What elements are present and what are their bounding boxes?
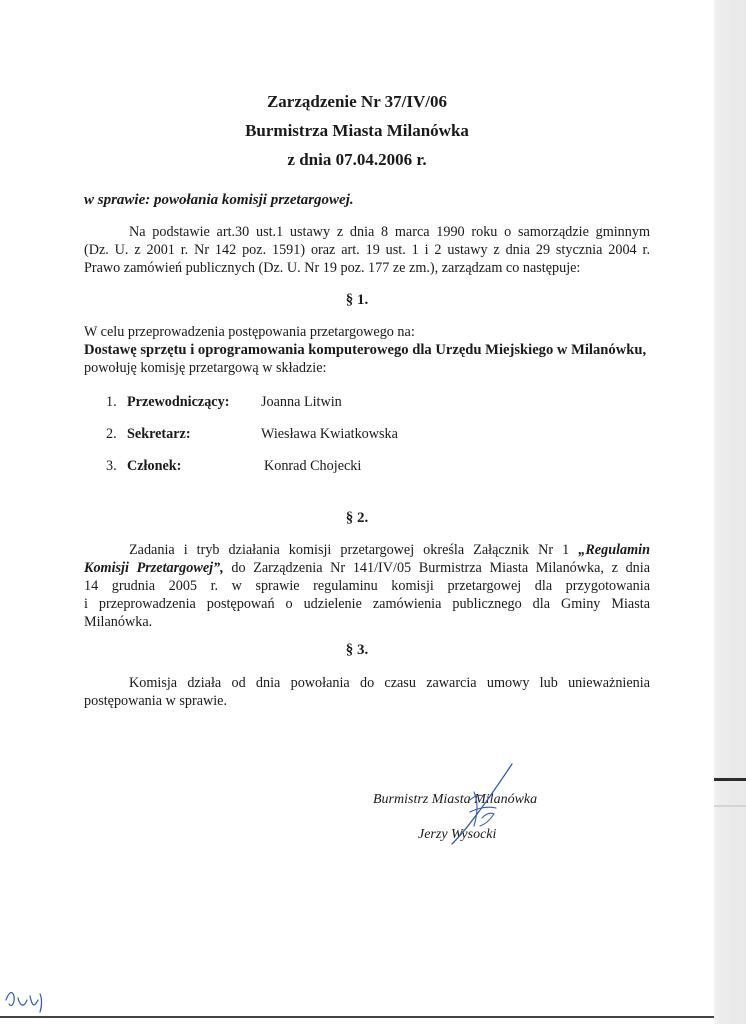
document-title: Zarządzenie Nr 37/IV/06	[266, 92, 448, 111]
member-number: 3.	[106, 458, 117, 474]
member-number: 1.	[106, 394, 117, 410]
member-name: Wiesława Kwiatkowska	[261, 426, 398, 442]
regulation-title-start: „Regulamin	[578, 542, 650, 558]
regulation-title-end: Komisji Przetargowej”,	[84, 560, 224, 576]
preamble-line-2: (Dz. U. z 2001 r. Nr 142 poz. 1591) oraz art. 19 ust. 1 i 2 ustawy z dnia 29 stycznia 2004 r.	[84, 242, 650, 258]
section-2-line-4: i przeprowadzenia postępowań o udzielenie zamówienia publicznego dla Gminy Miasta	[84, 596, 650, 612]
section-2-line-5: Milanówka.	[84, 614, 153, 630]
member-role: Przewodniczący:	[127, 394, 230, 410]
member-number: 2.	[106, 426, 117, 442]
document-issuer: Burmistrza Miasta Milanówka	[245, 121, 469, 140]
document-date: z dnia 07.04.2006 r.	[287, 150, 427, 169]
signature-name: Jerzy Wysocki	[418, 827, 497, 842]
section-2-line-1-text: Zadania i tryb działania komisji przetargowej określa Załącznik Nr 1	[129, 542, 579, 558]
section-3-line-1: Komisja działa od dnia powołania do czasu zawarcia umowy lub unieważnienia	[129, 675, 650, 691]
scan-edge-mark-light	[714, 805, 746, 807]
member-role: Członek:	[127, 458, 182, 474]
scan-edge-mark	[714, 778, 746, 781]
section-3-line-2: postępowania w sprawie.	[84, 693, 228, 709]
scan-edge	[714, 0, 746, 1024]
signature-office: Burmistrz Miasta Milanówka	[373, 792, 538, 807]
section-1-mark: § 1.	[345, 292, 369, 308]
section-1-object: Dostawę sprzętu i oprogramowania komputerowego dla Urzędu Miejskiego w Milanówku,	[84, 342, 647, 358]
section-1-appoint: powołuję komisję przetargową w składzie:	[84, 360, 327, 376]
section-2-mark: § 2.	[345, 510, 369, 526]
section-2-line-3: 14 grudnia 2005 r. w sprawie regulaminu komisji przetargowej dla przygotowania	[84, 578, 650, 594]
section-1-intro: W celu przeprowadzenia postępowania przetargowego na:	[84, 324, 415, 340]
preamble-line-1: Na podstawie art.30 ust.1 ustawy z dnia 8 marca 1990 roku o samorządzie gminnym	[129, 224, 650, 240]
document-subject: w sprawie: powołania komisji przetargowej.	[84, 192, 354, 208]
section-3-mark: § 3.	[345, 642, 369, 658]
member-name: Konrad Chojecki	[264, 458, 362, 474]
member-role: Sekretarz:	[127, 426, 191, 442]
member-name: Joanna Litwin	[261, 394, 342, 410]
page-bottom-rule	[0, 1016, 714, 1018]
preamble-line-3: Prawo zamówień publicznych (Dz. U. Nr 19 poz. 177 ze zm.), zarządzam co następuje:	[84, 260, 581, 276]
section-2-line-2-text: do Zarządzenia Nr 141/IV/05 Burmistrza Miasta Milanówka, z dnia	[223, 560, 651, 576]
